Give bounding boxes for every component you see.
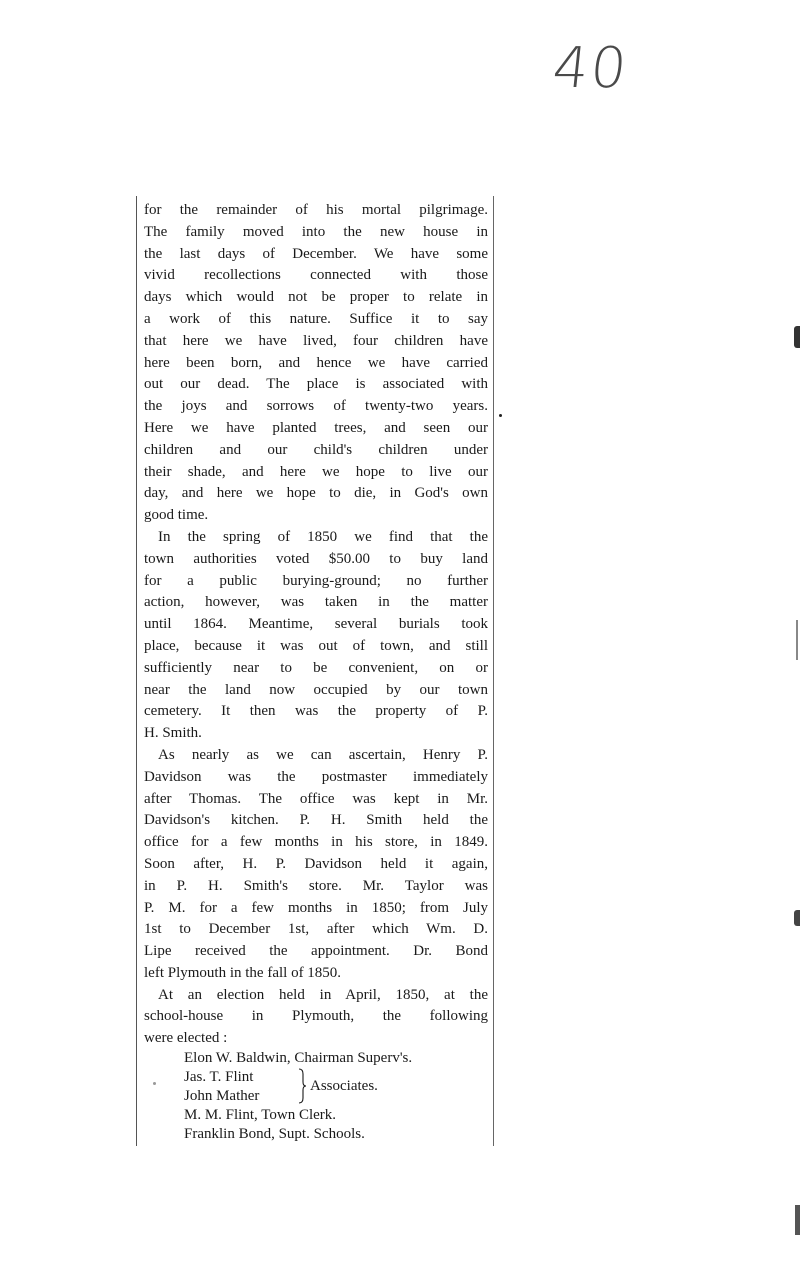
officer-associate: Jas. T. Flint xyxy=(184,1069,254,1085)
text-line: their shade, and here we hope to live our xyxy=(144,463,488,480)
edge-mark xyxy=(795,1205,800,1235)
edge-mark xyxy=(794,326,800,348)
text-line: P. M. for a few months in 1850; from July xyxy=(144,899,488,916)
officer-schools: Franklin Bond, Supt. Schools. xyxy=(184,1126,365,1142)
text-line: Lipe received the appointment. Dr. Bond xyxy=(144,943,488,960)
text-line: until 1864. Meantime, several burials took xyxy=(144,616,488,633)
text-line: for the remainder of his mortal pilgrimage. xyxy=(144,202,488,218)
text-line: place, because it was out of town, and still xyxy=(144,637,488,654)
officer-associate: John Mather xyxy=(184,1088,260,1104)
text-line: were elected : xyxy=(144,1030,228,1047)
text-line: vivid recollections connected with those xyxy=(144,267,488,284)
text-line: that here we have lived, four children have xyxy=(144,332,488,349)
speck xyxy=(499,414,502,417)
officers-list xyxy=(184,1049,504,1144)
text-line: the last days of December. We have some xyxy=(144,245,488,262)
text-line: in P. H. Smith's store. Mr. Taylor was xyxy=(144,877,488,894)
text-line: action, however, was taken in the matter xyxy=(144,594,488,611)
text-line: H. Smith. xyxy=(144,725,202,742)
text-line: day, and here we hope to die, in God's own xyxy=(144,485,488,502)
article-text xyxy=(144,200,488,1050)
text-line: after Thomas. The office was kept in Mr. xyxy=(144,790,488,807)
text-line: Davidson was the postmaster immediately xyxy=(144,768,488,785)
text-line: children and our child's children under xyxy=(144,441,488,458)
text-line: Soon after, H. P. Davidson held it again, xyxy=(144,855,488,872)
page-number: 40 xyxy=(549,36,632,101)
text-line: Here we have planted trees, and seen our xyxy=(144,419,488,436)
associates-label: Associates. xyxy=(310,1078,378,1094)
text-line: The family moved into the new house in xyxy=(144,223,488,240)
text-line: good time. xyxy=(144,507,209,524)
text-line: near the land now occupied by our town xyxy=(144,681,488,698)
text-line: here been born, and hence we have carried xyxy=(144,354,488,371)
officer-chairman: Elon W. Baldwin, Chairman Superv's. xyxy=(184,1050,413,1066)
text-line: a work of this nature. Suffice it to say xyxy=(144,310,488,327)
speck xyxy=(153,1082,156,1085)
edge-mark xyxy=(796,620,798,660)
text-line: out our dead. The place is associated with xyxy=(144,376,488,393)
text-line: 1st to December 1st, after which Wm. D. xyxy=(144,921,488,938)
text-line: In the spring of 1850 we find that the xyxy=(158,528,488,545)
text-line: town authorities voted $50.00 to buy land xyxy=(144,550,488,567)
edge-mark xyxy=(794,910,800,926)
text-line: sufficiently near to be convenient, on or xyxy=(144,659,488,676)
text-line: school-house in Plymouth, the following xyxy=(144,1008,488,1025)
officer-clerk: M. M. Flint, Town Clerk. xyxy=(184,1107,337,1123)
associates-group xyxy=(184,1068,504,1106)
text-line: the joys and sorrows of twenty-two years. xyxy=(144,398,488,415)
brace-icon xyxy=(297,1068,307,1104)
text-line: left Plymouth in the fall of 1850. xyxy=(144,964,342,981)
text-line: At an election held in April, 1850, at the xyxy=(158,986,488,1003)
text-line: cemetery. It then was the property of P. xyxy=(144,703,488,720)
text-line: office for a few months in his store, in 1849. xyxy=(144,834,488,851)
text-line: for a public burying-ground; no further xyxy=(144,572,488,589)
text-line: As nearly as we can ascertain, Henry P. xyxy=(158,746,488,763)
text-line: days which would not be proper to relate in xyxy=(144,289,488,306)
text-line: Davidson's kitchen. P. H. Smith held the xyxy=(144,812,488,829)
